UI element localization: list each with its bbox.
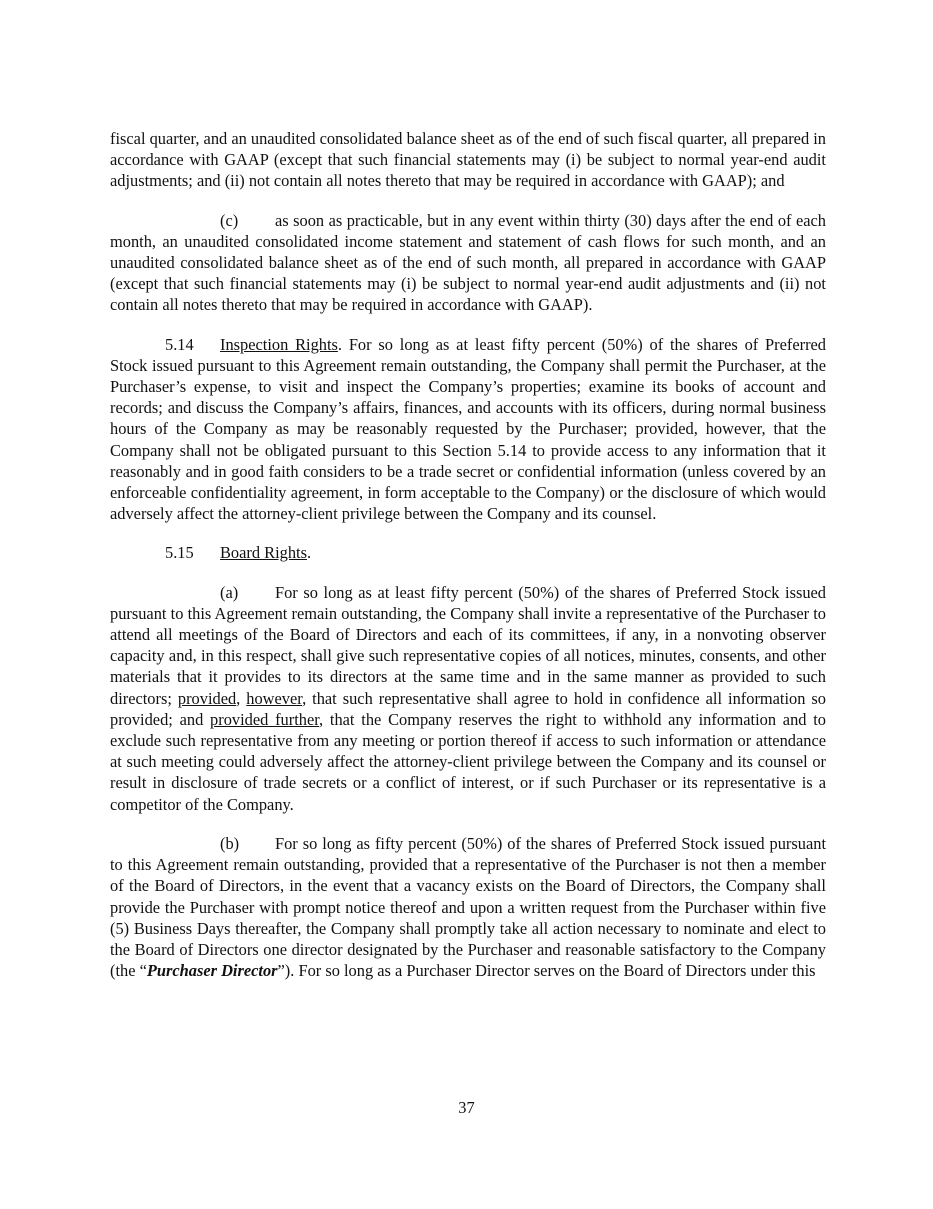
paragraph-c-text: as soon as practicable, but in any event within thirty (30) days after the end of each month, an unaudited consolidated income statement and statement of cash flows for such month, and an unaudited consolidated balance sheet as of the end of such month, all prepared in accordance with GAAP (except that such financial statements may (i) be subject to normal year-end audit adjustments and (ii) not contain all notes thereto that may be required in accordance with GAAP). <box>110 210 826 315</box>
clause-label-c: (c) <box>220 210 239 230</box>
section-heading-board-rights: Board Rights <box>220 543 307 563</box>
defined-term-purchaser-director: Purchaser Director <box>146 961 278 981</box>
paragraph-a-sep: , <box>236 688 247 708</box>
paragraph-b-text-1: For so long as fifty percent (50%) of the shares of Preferred Stock issued pursuant to this Agreement remain outstanding, provided that a representative of the Purchaser is not then a member of the Board of Directors, in the event that a vacancy exists on the Board of Directors, the Company shall provide the Purchaser with prompt notice thereof and upon a written request from the Purchaser within five (5) Business Days thereafter, the Company shall promptly take all action necessary to nominate and elect to the Board of Directors one director designated by the Purchaser and reasonable satisfactory to the Company (the “ <box>110 833 826 981</box>
paragraph-c <box>110 210 826 316</box>
document-page <box>110 128 826 999</box>
clause-label-b: (b) <box>220 833 240 853</box>
section-heading-period: . <box>306 543 312 563</box>
paragraph-a-text-3: , that the Company reserves the right to withhold any information and to exclude such representative from any meeting or portion thereof if access to such information or attendance at such meeting could adversely affect the attorney-client privilege between the Company and its counsel or result in disclosure of trade secrets or a conflict of interest, or if such Purchaser or its representative is a competitor of the Company. <box>110 709 826 814</box>
paragraph-b <box>110 833 826 981</box>
section-heading-inspection-rights: Inspection Rights <box>220 334 338 354</box>
page-number: 37 <box>458 1098 475 1117</box>
term-provided-further: provided further <box>210 709 320 729</box>
section-5-14-text: . For so long as at least fifty percent (50%) of the shares of Preferred Stock issued pursuant to this Agreement remain outstanding, the Company shall permit the Purchaser, at the Purchaser’s expense, to visit and inspect the Company’s properties; examine its books of account and records; and discuss the Company’s affairs, finances, and accounts with its officers, during normal business hours of the Company as may be reasonably requested by the Purchaser; provided, however, that the Company shall not be obligated pursuant to this Section 5.14 to provide access to any information that it reasonably and in good faith considers to be a trade secret or confidential information (unless covered by an enforceable confidentiality agreement, in form acceptable to the Company) or the disclosure of which would adversely affect the attorney-client privilege between the Company and its counsel. <box>110 334 827 524</box>
section-5-14 <box>110 334 826 525</box>
section-number-5-14: 5.14 <box>165 334 194 354</box>
paragraph-a-text-1: For so long as at least fifty percent (50%) of the shares of Preferred Stock issued pursuant to this Agreement remain outstanding, the Company shall invite a representative of the Purchaser to attend all meetings of the Board of Directors and each of its committees, if any, in a nonvoting observer capacity and, in this respect, shall give such representative copies of all notices, minutes, consents, and other materials that it provides to its directors at the same time and in the same manner as provided to such directors; <box>110 582 826 708</box>
paragraph-continued: fiscal quarter, and an unaudited consolidated balance sheet as of the end of such fiscal quarter, all prepared in accordance with GAAP (except that such financial statements may (i) be subject to normal year-end audit adjustments; and (ii) not contain all notes thereto that may be required in accordance with GAAP); and <box>110 129 826 191</box>
paragraph-a <box>110 582 826 815</box>
paragraph-b-text-2: ”). For so long as a Purchaser Director serves on the Board of Directors under this <box>277 961 816 981</box>
term-provided: provided <box>177 688 237 708</box>
term-however: however <box>246 688 303 708</box>
paragraph-a-text-2: , that such representative shall agree to hold in confidence all information so provided; and <box>110 688 826 729</box>
clause-label-a: (a) <box>220 582 239 602</box>
section-5-15-heading <box>110 542 826 563</box>
section-number-5-15: 5.15 <box>165 543 194 563</box>
